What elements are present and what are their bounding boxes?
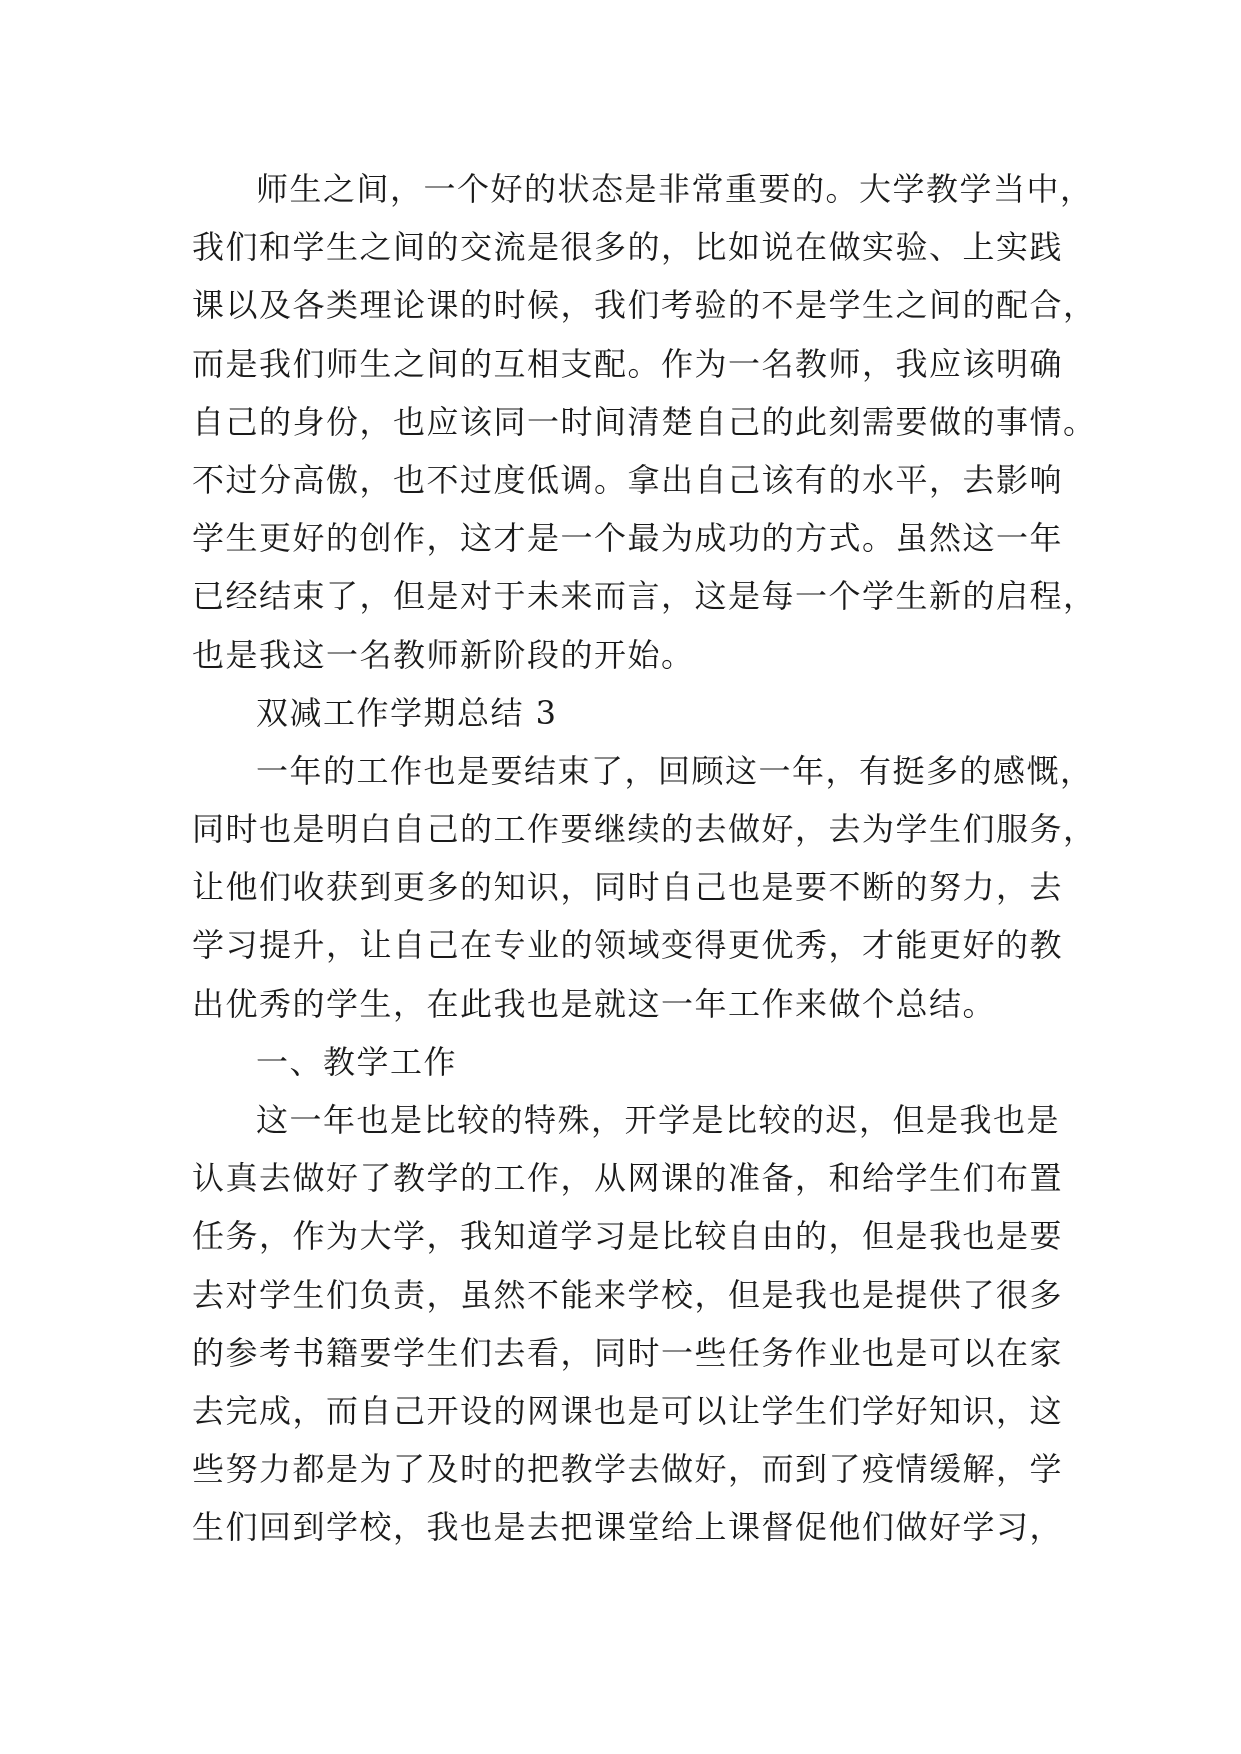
paragraph-line: 课以及各类理论课的时候，我们考验的不是学生之间的配合， (192, 286, 1097, 325)
paragraph-line: 一年的工作也是要结束了，回顾这一年，有挺多的感慨， (256, 751, 1094, 790)
paragraph-line: 的参考书籍要学生们去看，同时一些任务作业也是可以在家 (192, 1333, 1064, 1372)
body-text (192, 160, 1097, 1557)
paragraph-line: 认真去做好了教学的工作，从网课的准备，和给学生们布置 (192, 1159, 1064, 1198)
paragraph-line: 生们回到学校，我也是去把课堂给上课督促他们做好学习， (192, 1508, 1064, 1547)
paragraph-line: 自己的身份，也应该同一时间清楚自己的此刻需要做的事情。 (192, 402, 1097, 441)
section-heading: 双减工作学期总结 3 (256, 693, 558, 732)
paragraph-line: 些努力都是为了及时的把教学去做好，而到了疫情缓解，学 (192, 1450, 1064, 1489)
paragraph-line: 也是我这一名教师新阶段的开始。 (192, 635, 695, 674)
paragraph-line: 不过分高傲，也不过度低调。拿出自己该有的水平，去影响 (192, 460, 1064, 499)
paragraph-line: 出优秀的学生，在此我也是就这一年工作来做个总结。 (192, 984, 997, 1023)
paragraph-line: 去对学生们负责，虽然不能来学校，但是我也是提供了很多 (192, 1275, 1064, 1314)
paragraph-line: 师生之间，一个好的状态是非常重要的。大学教学当中， (256, 170, 1094, 208)
paragraph-line: 这一年也是比较的特殊，开学是比较的迟，但是我也是 (256, 1101, 1061, 1139)
paragraph-line: 让他们收获到更多的知识，同时自己也是要不断的努力，去 (192, 868, 1064, 907)
paragraph-line: 已经结束了，但是对于未来而言，这是每一个学生新的启程， (192, 577, 1097, 616)
paragraph-line: 而是我们师生之间的互相支配。作为一名教师，我应该明确 (192, 344, 1064, 383)
paragraph-line: 任务，作为大学，我知道学习是比较自由的，但是我也是要 (192, 1217, 1064, 1256)
paragraph-line: 我们和学生之间的交流是很多的，比如说在做实验、上实践 (192, 228, 1064, 267)
paragraph-line: 学生更好的创作，这才是一个最为成功的方式。虽然这一年 (192, 519, 1064, 558)
paragraph-line: 去完成，而自己开设的网课也是可以让学生们学好知识，这 (192, 1391, 1064, 1430)
subsection-heading: 一、教学工作 (256, 1042, 458, 1081)
paragraph-line: 同时也是明白自己的工作要继续的去做好，去为学生们服务， (192, 810, 1097, 849)
paragraph-line: 学习提升，让自己在专业的领域变得更优秀，才能更好的教 (192, 926, 1064, 965)
